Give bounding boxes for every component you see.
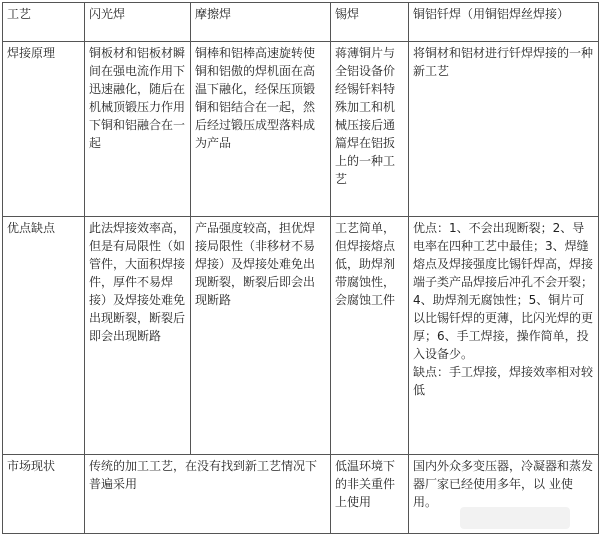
header-cell-process: 工艺 [3,3,85,42]
cell-market-flash-friction: 传统的加工工艺，在没有找到新工艺情况下普遍采用 [85,455,331,534]
process-comparison-table [2,2,599,534]
brazing-pros-text: 优点：1、不会出现断裂；2、导电率在四种工艺中最佳；3、焊缝熔点及焊接强度比锡钎焊高，焊接端子类产品焊接后冲孔不会开裂；4、助焊剂无腐蚀性；5、铜片可以比锡钎焊的更薄，比闪光焊的更厚；6、手工焊接，操作简单，投入设备少。 [413,221,594,361]
cell-proscons-flash: 此法焊接效率高，但是有局限性（如管件，大面积焊接件，厚件不易焊接）及焊接处难免出现断裂，断裂后即会出现断路 [85,217,191,455]
cell-principle-brazing: 将铜材和铝材进行钎焊焊接的一种新工艺 [409,42,599,217]
row-label-pros-cons: 优点缺点 [3,217,85,455]
table-row [3,42,599,217]
table-header-row [3,3,599,42]
cell-proscons-brazing [409,217,599,455]
cell-market-brazing: 国内外众多变压器，冷凝器和蒸发器厂家已经使用多年，以 业使用。 [409,455,599,534]
row-label-market: 市场现状 [3,455,85,534]
cell-proscons-soldering: 工艺简单，但焊接熔点低，助焊剂带腐蚀性，会腐蚀工件 [331,217,409,455]
watermark-overlay [460,507,570,529]
header-cell-friction-welding: 摩擦焊 [191,3,331,42]
brazing-cons-text: 缺点：手工焊接，焊接效率相对较低 [413,365,594,397]
row-label-principle: 焊接原理 [3,42,85,217]
header-cell-flash-welding: 闪光焊 [85,3,191,42]
header-cell-cu-al-brazing: 铜铝钎焊（用铜铝焊丝焊接） [409,3,599,42]
cell-principle-friction: 铜棒和铝棒高速旋转使铜和铝傲的焊机面在高温下融化，经保压顶锻铜和铝结合在一起，然后经过锻压成型落料成为产品 [191,42,331,217]
cell-proscons-friction: 产品强度较高，担优焊接局限性（非移材不易焊接）及焊接处难免出现断裂，断裂后即会出现断路 [191,217,331,455]
cell-market-soldering: 低温环境下的非关重件上使用 [331,455,409,534]
table-row [3,217,599,455]
cell-principle-soldering: 蒋薄铜片与全铝设备价经锡钎料特殊加工和机械压接后通篇焊在铝扳上的一种工艺 [331,42,409,217]
header-cell-soldering: 锡焊 [331,3,409,42]
cell-principle-flash: 铜板材和铝板材瞬间在强电流作用下迅速融化，随后在机械顶锻压力作用下铜和铝融合在一起 [85,42,191,217]
